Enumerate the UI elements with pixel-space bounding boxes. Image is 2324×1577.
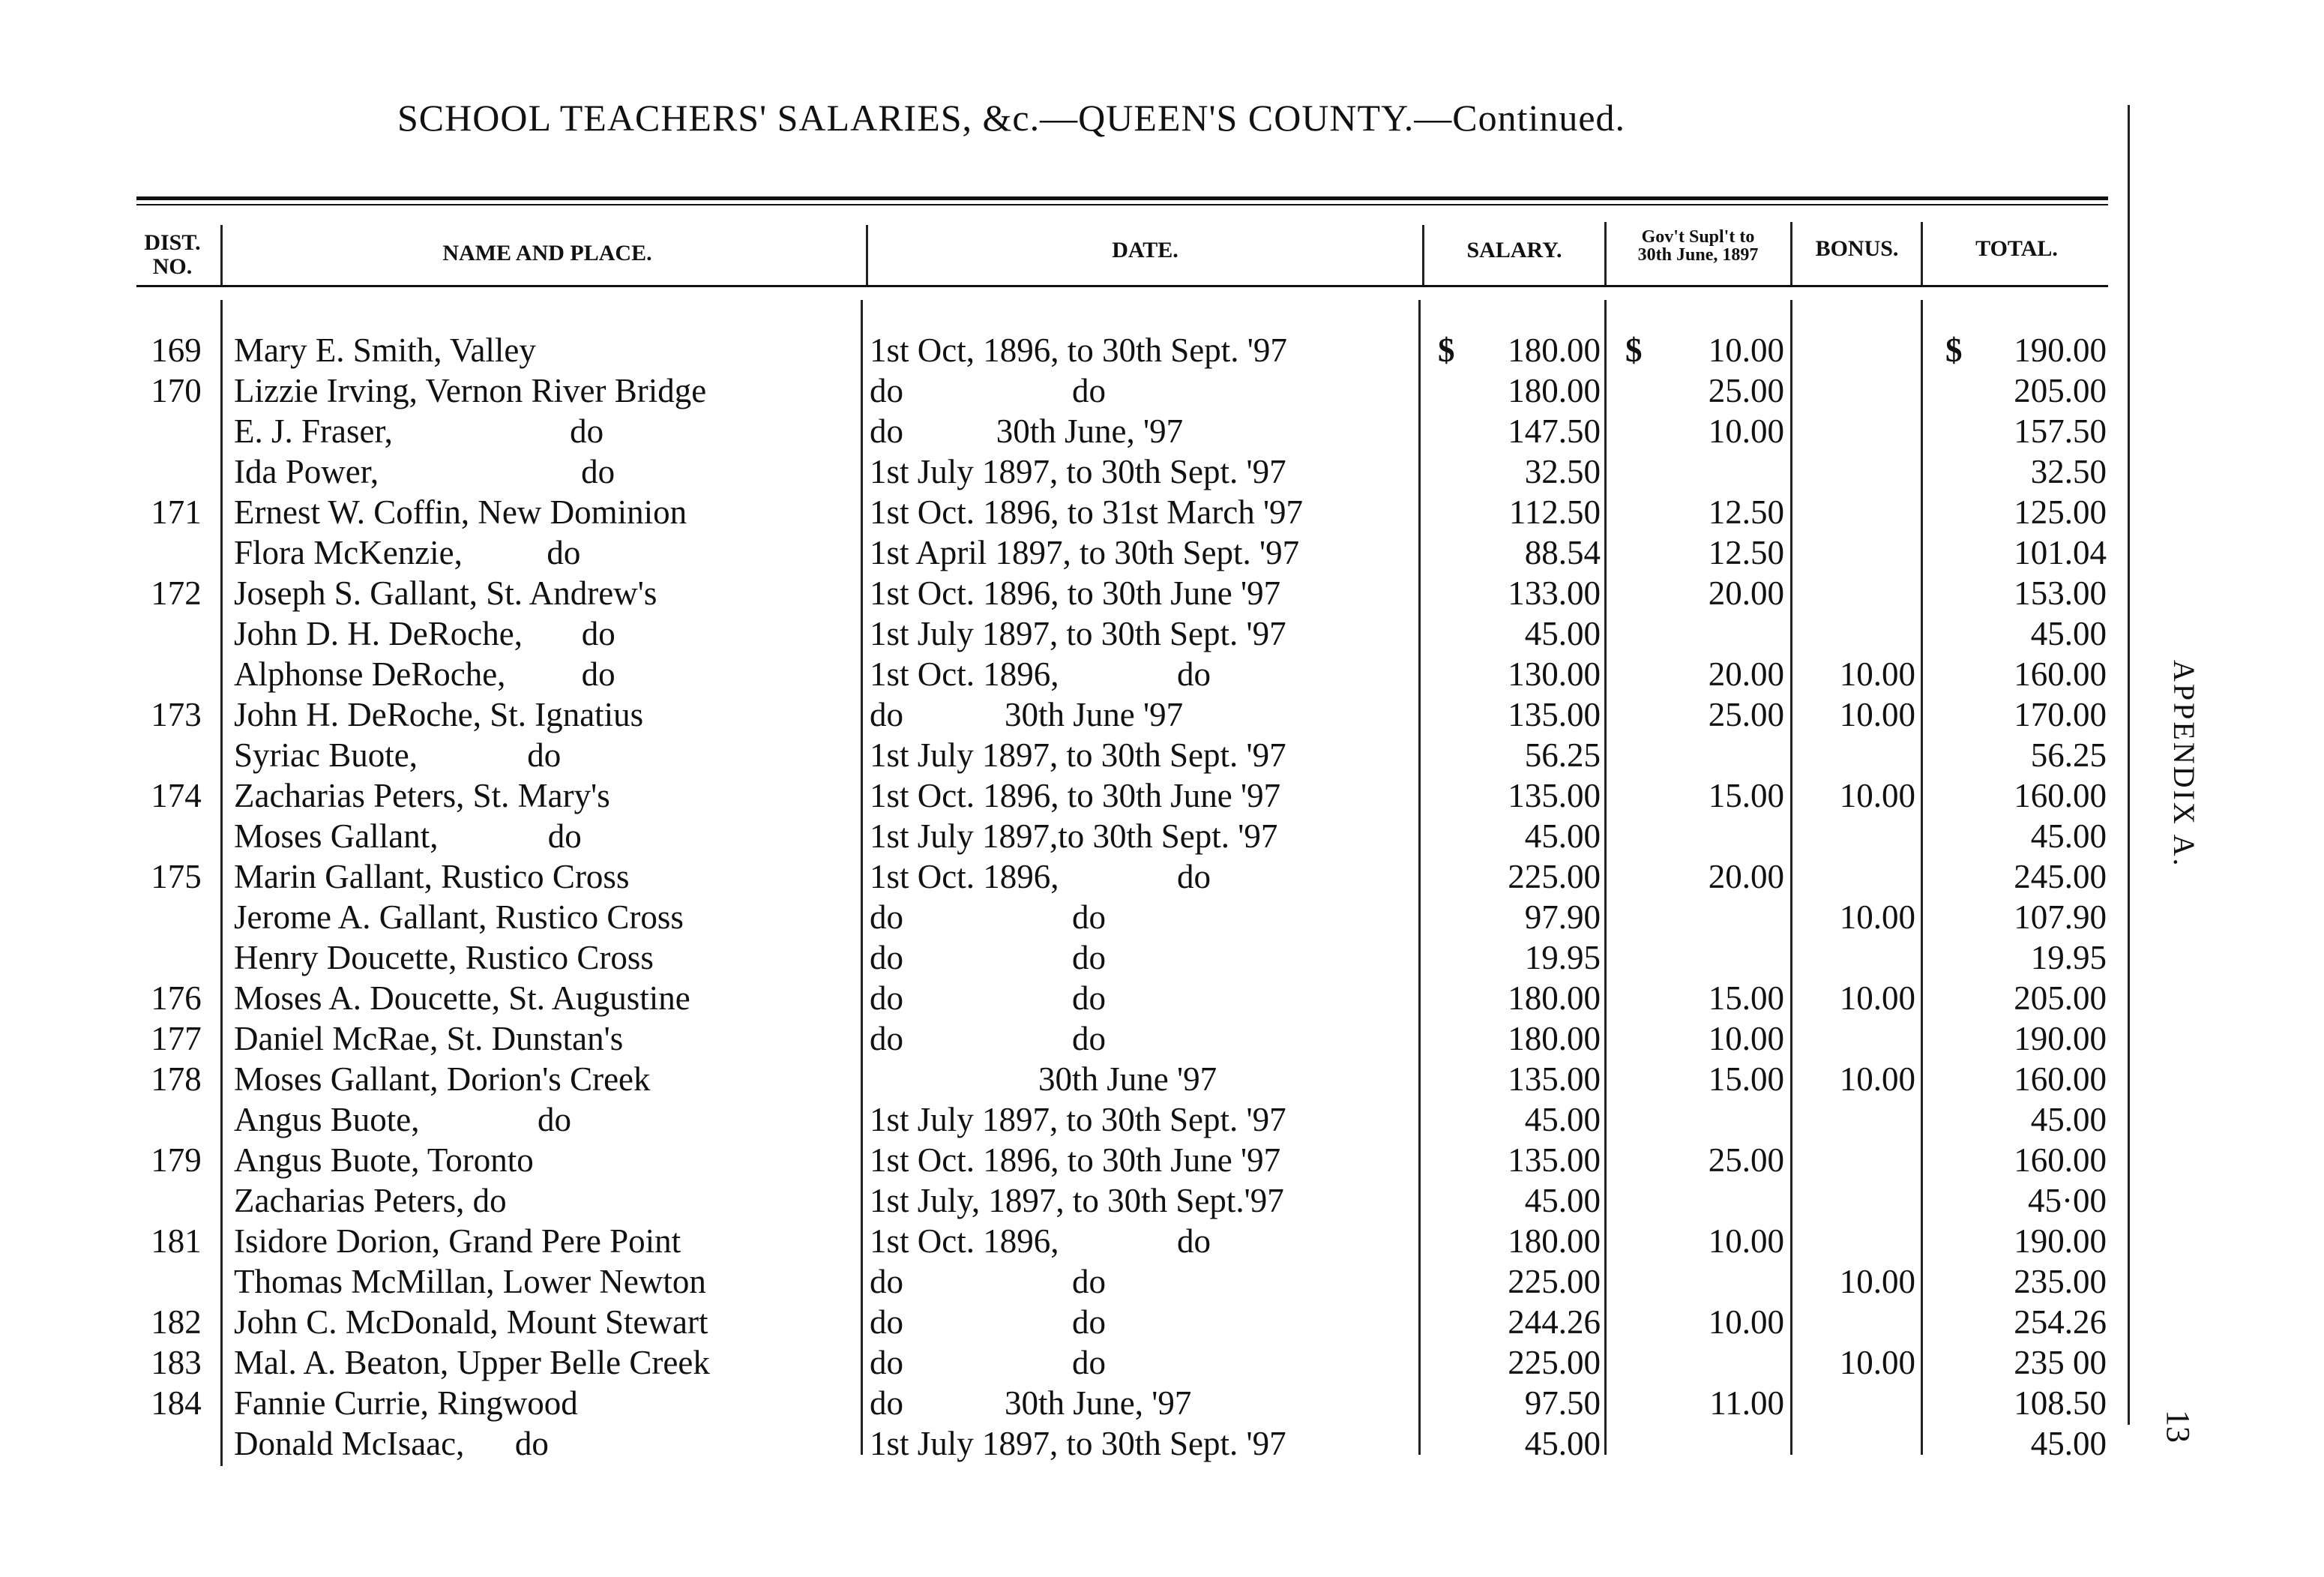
salary-cell: 135.00 bbox=[1508, 777, 1601, 814]
supl-cell: 10.00 bbox=[1708, 1222, 1784, 1260]
bonus-cell: 10.00 bbox=[1839, 1263, 1915, 1300]
header-bonus: BONUS. bbox=[1815, 236, 1899, 261]
salary-cell: 135.00 bbox=[1508, 1060, 1601, 1098]
bonus-cell: 10.00 bbox=[1839, 655, 1915, 693]
currency-salary: $ bbox=[1438, 331, 1455, 369]
table-row bbox=[0, 694, 2324, 735]
supl-cell: 12.50 bbox=[1708, 534, 1784, 571]
dist-cell: 178 bbox=[151, 1060, 202, 1098]
total-cell: 235.00 bbox=[2014, 1263, 2107, 1300]
name-cell: John D. H. DeRoche, do bbox=[234, 615, 615, 652]
dist-cell: 172 bbox=[151, 574, 202, 612]
table-row bbox=[0, 1180, 2324, 1221]
date-cell: do do bbox=[870, 1344, 1106, 1381]
date-cell: do 30th June '97 bbox=[870, 696, 1184, 733]
name-cell: Flora McKenzie, do bbox=[234, 534, 581, 571]
table-row bbox=[0, 1302, 2324, 1342]
name-cell: Moses Gallant, Dorion's Creek bbox=[234, 1060, 651, 1098]
date-cell: 1st July 1897, to 30th Sept. '97 bbox=[870, 1101, 1286, 1138]
bonus-cell: 10.00 bbox=[1839, 979, 1915, 1017]
header-bottom-rule bbox=[136, 285, 2108, 287]
header-top-rule-thin bbox=[136, 204, 2108, 205]
total-cell: 160.00 bbox=[2014, 655, 2107, 693]
dist-cell: 177 bbox=[151, 1020, 202, 1057]
supl-cell: 20.00 bbox=[1708, 858, 1784, 895]
name-cell: Angus Buote, do bbox=[234, 1101, 571, 1138]
date-cell: do do bbox=[870, 372, 1106, 409]
supl-cell: 25.00 bbox=[1708, 696, 1784, 733]
dist-cell: 171 bbox=[151, 493, 202, 531]
date-cell: 1st Oct. 1896, do bbox=[870, 858, 1211, 895]
date-cell: 1st Oct. 1896, do bbox=[870, 655, 1211, 693]
dist-cell: 182 bbox=[151, 1303, 202, 1341]
name-cell: Fannie Currie, Ringwood bbox=[234, 1384, 578, 1422]
currency-supl: $ bbox=[1625, 331, 1643, 369]
name-cell: Ida Power, do bbox=[234, 453, 615, 490]
table-row bbox=[0, 937, 2324, 978]
total-cell: 45.00 bbox=[2030, 1101, 2107, 1138]
header-name: NAME AND PLACE. bbox=[442, 241, 652, 265]
date-cell: 1st Oct. 1896, to 30th June '97 bbox=[870, 1141, 1281, 1179]
table-row bbox=[0, 1383, 2324, 1423]
date-cell: 1st Oct. 1896, to 31st March '97 bbox=[870, 493, 1304, 531]
date-cell: 1st Oct. 1896, to 30th June '97 bbox=[870, 777, 1281, 814]
name-cell: Jerome A. Gallant, Rustico Cross bbox=[234, 898, 684, 936]
table-row bbox=[0, 492, 2324, 532]
salary-cell: 147.50 bbox=[1508, 412, 1601, 450]
table-row bbox=[0, 1140, 2324, 1180]
name-cell: Mal. A. Beaton, Upper Belle Creek bbox=[234, 1344, 710, 1381]
supl-cell: 20.00 bbox=[1708, 574, 1784, 612]
hdr-sep-3 bbox=[1422, 225, 1424, 285]
name-cell: Angus Buote, Toronto bbox=[234, 1141, 534, 1179]
page-number: 13 bbox=[2160, 1410, 2197, 1443]
total-cell: 153.00 bbox=[2014, 574, 2107, 612]
date-cell: 1st July 1897, to 30th Sept. '97 bbox=[870, 615, 1286, 652]
salary-cell: 244.26 bbox=[1508, 1303, 1601, 1341]
name-cell: Moses A. Doucette, St. Augustine bbox=[234, 979, 690, 1017]
salary-cell: 112.50 bbox=[1508, 493, 1601, 531]
table-row bbox=[0, 1059, 2324, 1099]
date-cell: do 30th June, '97 bbox=[870, 1384, 1192, 1422]
supl-cell: 25.00 bbox=[1708, 1141, 1784, 1179]
total-cell: 235 00 bbox=[2014, 1344, 2107, 1381]
hdr-sep-4 bbox=[1604, 222, 1607, 285]
dist-cell: 184 bbox=[151, 1384, 202, 1422]
salary-cell: 135.00 bbox=[1508, 1141, 1601, 1179]
salary-cell: 130.00 bbox=[1508, 655, 1601, 693]
header-supl bbox=[1604, 228, 1792, 264]
name-cell: Lizzie Irving, Vernon River Bridge bbox=[234, 372, 707, 409]
dist-cell: 170 bbox=[151, 372, 202, 409]
header-total: TOTAL. bbox=[1975, 236, 2058, 261]
total-cell: 190.00 bbox=[2014, 1020, 2107, 1057]
bonus-cell: 10.00 bbox=[1839, 1060, 1915, 1098]
header-supl-line2: 30th June, 1897 bbox=[1637, 245, 1759, 265]
supl-cell: 15.00 bbox=[1708, 979, 1784, 1017]
header-salary: SALARY. bbox=[1466, 238, 1562, 262]
name-cell: Zacharias Peters, do bbox=[234, 1182, 507, 1219]
supl-cell: 10.00 bbox=[1708, 1020, 1784, 1057]
date-cell: do 30th June, '97 bbox=[870, 412, 1184, 450]
table-row bbox=[0, 816, 2324, 856]
date-cell: do do bbox=[870, 1303, 1106, 1341]
date-cell: do do bbox=[870, 1020, 1106, 1057]
salary-cell: 133.00 bbox=[1508, 574, 1601, 612]
table-row bbox=[0, 856, 2324, 897]
name-cell: Daniel McRae, St. Dunstan's bbox=[234, 1020, 624, 1057]
header-dist-line2: NO. bbox=[152, 254, 193, 279]
header-top-rule bbox=[136, 196, 2108, 200]
table-row bbox=[0, 370, 2324, 411]
table-row bbox=[0, 573, 2324, 613]
table-row bbox=[0, 1099, 2324, 1140]
date-cell: 1st Oct, 1896, to 30th Sept. '97 bbox=[870, 331, 1287, 369]
total-cell: 160.00 bbox=[2014, 1141, 2107, 1179]
dist-cell: 173 bbox=[151, 696, 202, 733]
date-cell: 1st July 1897, to 30th Sept. '97 bbox=[870, 453, 1286, 490]
table-row bbox=[0, 1423, 2324, 1464]
salary-cell: 45.00 bbox=[1524, 1101, 1601, 1138]
bonus-cell: 10.00 bbox=[1839, 777, 1915, 814]
total-cell: 245.00 bbox=[2014, 858, 2107, 895]
dist-cell: 174 bbox=[151, 777, 202, 814]
table-row bbox=[0, 411, 2324, 451]
salary-cell: 180.00 bbox=[1508, 372, 1601, 409]
salary-cell: 45.00 bbox=[1524, 817, 1601, 855]
hdr-sep-5 bbox=[1790, 222, 1792, 285]
name-cell: Isidore Dorion, Grand Pere Point bbox=[234, 1222, 681, 1260]
dist-cell: 176 bbox=[151, 979, 202, 1017]
table-row bbox=[0, 451, 2324, 492]
dist-cell: 181 bbox=[151, 1222, 202, 1260]
name-cell: Syriac Buote, do bbox=[234, 736, 562, 774]
salary-cell: 32.50 bbox=[1524, 453, 1601, 490]
name-cell: Thomas McMillan, Lower Newton bbox=[234, 1263, 706, 1300]
bonus-cell: 10.00 bbox=[1839, 696, 1915, 733]
date-cell: 1st Oct. 1896, to 30th June '97 bbox=[870, 574, 1281, 612]
salary-cell: 45.00 bbox=[1524, 615, 1601, 652]
table-row bbox=[0, 330, 2324, 370]
name-cell: Donald McIsaac, do bbox=[234, 1425, 549, 1462]
salary-cell: 88.54 bbox=[1524, 534, 1601, 571]
total-cell: 32.50 bbox=[2030, 453, 2107, 490]
total-cell: 205.00 bbox=[2014, 979, 2107, 1017]
total-cell: 205.00 bbox=[2014, 372, 2107, 409]
name-cell: John C. McDonald, Mount Stewart bbox=[234, 1303, 708, 1341]
salary-cell: 180.00 bbox=[1508, 331, 1601, 369]
salary-cell: 97.90 bbox=[1524, 898, 1601, 936]
date-cell: do do bbox=[870, 898, 1106, 936]
appendix-label: APPENDIX A. bbox=[2167, 660, 2201, 868]
header-dist bbox=[127, 231, 217, 279]
total-cell: 170.00 bbox=[2014, 696, 2107, 733]
date-cell: do do bbox=[870, 1263, 1106, 1300]
supl-cell: 10.00 bbox=[1708, 412, 1784, 450]
date-cell: 1st April 1897, to 30th Sept. '97 bbox=[870, 534, 1300, 571]
dist-cell: 169 bbox=[151, 331, 202, 369]
salary-cell: 180.00 bbox=[1508, 1222, 1601, 1260]
name-cell: Moses Gallant, do bbox=[234, 817, 582, 855]
header-dist-line1: DIST. bbox=[144, 230, 201, 255]
page-title: SCHOOL TEACHERS' SALARIES, &c.—QUEEN'S COUNTY.—Continued. bbox=[397, 97, 1626, 139]
name-cell: Joseph S. Gallant, St. Andrew's bbox=[234, 574, 657, 612]
table-row bbox=[0, 1018, 2324, 1059]
table-row bbox=[0, 978, 2324, 1018]
bonus-cell: 10.00 bbox=[1839, 1344, 1915, 1381]
supl-cell: 25.00 bbox=[1708, 372, 1784, 409]
total-cell: 108.50 bbox=[2014, 1384, 2107, 1422]
supl-cell: 15.00 bbox=[1708, 777, 1784, 814]
total-cell: 19.95 bbox=[2030, 939, 2107, 976]
name-cell: Marin Gallant, Rustico Cross bbox=[234, 858, 630, 895]
total-cell: 157.50 bbox=[2014, 412, 2107, 450]
date-cell: do do bbox=[870, 939, 1106, 976]
table-row bbox=[0, 775, 2324, 816]
table-row bbox=[0, 897, 2324, 937]
salary-cell: 225.00 bbox=[1508, 1344, 1601, 1381]
supl-cell: 20.00 bbox=[1708, 655, 1784, 693]
salary-cell: 56.25 bbox=[1524, 736, 1601, 774]
table-row bbox=[0, 532, 2324, 573]
date-cell: 1st Oct. 1896, do bbox=[870, 1222, 1211, 1260]
name-cell: Henry Doucette, Rustico Cross bbox=[234, 939, 654, 976]
salary-cell: 97.50 bbox=[1524, 1384, 1601, 1422]
name-cell: E. J. Fraser, do bbox=[234, 412, 604, 450]
total-cell: 160.00 bbox=[2014, 1060, 2107, 1098]
dist-cell: 175 bbox=[151, 858, 202, 895]
total-cell: 160.00 bbox=[2014, 777, 2107, 814]
salary-cell: 45.00 bbox=[1524, 1182, 1601, 1219]
hdr-sep-6 bbox=[1921, 222, 1923, 285]
currency-total: $ bbox=[1945, 331, 1963, 369]
table-row bbox=[0, 1221, 2324, 1261]
name-cell: Mary E. Smith, Valley bbox=[234, 331, 536, 369]
table-row bbox=[0, 1342, 2324, 1383]
table-row bbox=[0, 654, 2324, 694]
supl-cell: 12.50 bbox=[1708, 493, 1784, 531]
total-cell: 101.04 bbox=[2014, 534, 2107, 571]
salary-cell: 45.00 bbox=[1524, 1425, 1601, 1462]
date-cell: 30th June '97 bbox=[870, 1060, 1217, 1098]
salary-cell: 225.00 bbox=[1508, 1263, 1601, 1300]
total-cell: 45.00 bbox=[2030, 817, 2107, 855]
salary-cell: 180.00 bbox=[1508, 1020, 1601, 1057]
header-supl-line1: Gov't Supl't to bbox=[1641, 227, 1755, 247]
date-cell: do do bbox=[870, 979, 1106, 1017]
hdr-sep-2 bbox=[866, 225, 868, 285]
supl-cell: 11.00 bbox=[1709, 1384, 1784, 1422]
table-row bbox=[0, 1261, 2324, 1302]
total-cell: 254.26 bbox=[2014, 1303, 2107, 1341]
date-cell: 1st July 1897,to 30th Sept. '97 bbox=[870, 817, 1278, 855]
header-date: DATE. bbox=[1112, 238, 1178, 262]
name-cell: Zacharias Peters, St. Mary's bbox=[234, 777, 610, 814]
dist-cell: 179 bbox=[151, 1141, 202, 1179]
salary-cell: 225.00 bbox=[1508, 858, 1601, 895]
total-cell: 45.00 bbox=[2030, 615, 2107, 652]
total-cell: 56.25 bbox=[2030, 736, 2107, 774]
total-cell: 190.00 bbox=[2014, 1222, 2107, 1260]
total-cell: 107.90 bbox=[2014, 898, 2107, 936]
table-row bbox=[0, 613, 2324, 654]
hdr-sep-1 bbox=[220, 225, 223, 285]
dist-cell: 183 bbox=[151, 1344, 202, 1381]
table-row bbox=[0, 735, 2324, 775]
name-cell: Alphonse DeRoche, do bbox=[234, 655, 615, 693]
supl-cell: 10.00 bbox=[1708, 331, 1784, 369]
date-cell: 1st July 1897, to 30th Sept. '97 bbox=[870, 1425, 1286, 1462]
total-cell: 190.00 bbox=[2014, 331, 2107, 369]
supl-cell: 10.00 bbox=[1708, 1303, 1784, 1341]
salary-cell: 135.00 bbox=[1508, 696, 1601, 733]
bonus-cell: 10.00 bbox=[1839, 898, 1915, 936]
supl-cell: 15.00 bbox=[1708, 1060, 1784, 1098]
name-cell: John H. DeRoche, St. Ignatius bbox=[234, 696, 644, 733]
total-cell: 45.00 bbox=[2030, 1425, 2107, 1462]
name-cell: Ernest W. Coffin, New Dominion bbox=[234, 493, 687, 531]
date-cell: 1st July 1897, to 30th Sept. '97 bbox=[870, 736, 1286, 774]
total-cell: 125.00 bbox=[2014, 493, 2107, 531]
salary-cell: 19.95 bbox=[1524, 939, 1601, 976]
salary-cell: 180.00 bbox=[1508, 979, 1601, 1017]
date-cell: 1st July, 1897, to 30th Sept.'97 bbox=[870, 1182, 1284, 1219]
total-cell: 45·00 bbox=[2028, 1182, 2107, 1219]
